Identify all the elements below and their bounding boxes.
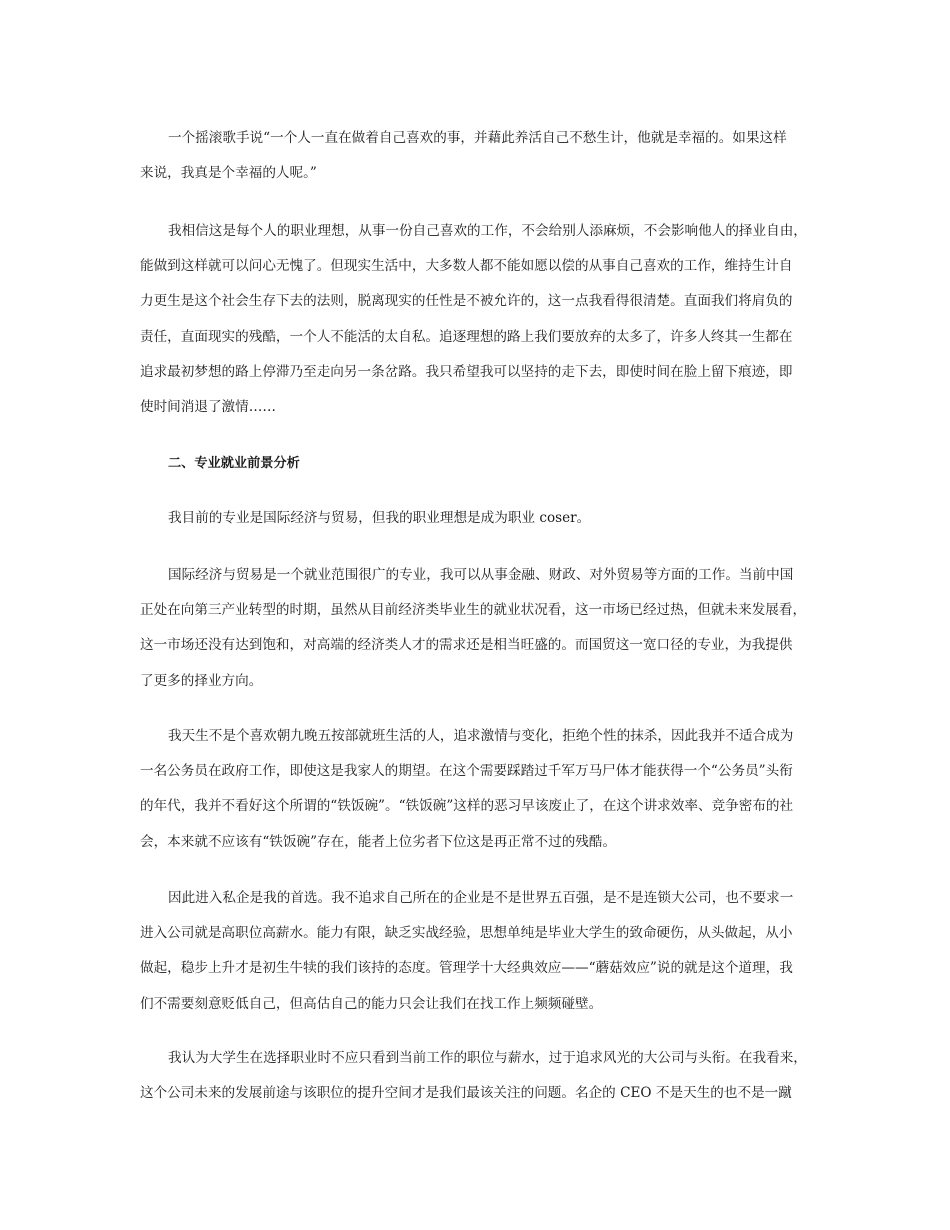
- text-line: 能做到这样就可以问心无愧了。但现实生活中，大多数人都不能如愿以偿的从事自己喜欢的工作，维持生计自: [140, 258, 793, 275]
- text-line: 因此进入私企是我的首选。我不追求自己所在的企业是不是世界五百强，是不是连锁大公司，也不要求一: [168, 890, 794, 906]
- paragraph-5: [140, 719, 820, 860]
- text-line: 做起，稳步上升才是初生牛犊的我们该持的态度。管理学十大经典效应——“蘑菇效应”说的就是这个道理，我: [140, 960, 793, 977]
- text-line: 我认为大学生在选择职业时不应只看到当前工作的职位与薪水，过于追求风光的大公司与头衔。在我看来，: [168, 1050, 807, 1066]
- text-line: 我天生不是个喜欢朝九晚五按部就班生活的人，追求激情与变化，拒绝个性的抹杀，因此我并不适合成为: [168, 728, 794, 744]
- section-heading: 二、专业就业前景分析: [168, 456, 300, 471]
- text-line: 这一市场还没有达到饱和，对高端的经济类人才的需求还是相当旺盛的。而国贸这一宽口径的专业，为我提供: [140, 637, 793, 654]
- text-line: 一名公务员在政府工作，即使这是我家人的期望。在这个需要踩踏过千军万马尸体才能获得一个“公务员”头衔: [140, 763, 793, 780]
- paragraph-2: [140, 214, 820, 425]
- text-line: 追求最初梦想的路上停滞乃至走向另一条岔路。我只希望我可以坚持的走下去，即使时间在脸上留下痕迹，即: [140, 363, 793, 380]
- text-line: 进入公司就是高职位高薪水。能力有限，缺乏实战经验，思想单纯是毕业大学生的致命硬伤，从头做起，从小: [140, 925, 793, 942]
- text-line: 的年代，我并不看好这个所谓的“铁饭碗”。“铁饭碗”这样的恶习早该废止了，在这个讲求效率、竞争密布的社: [140, 798, 794, 815]
- text-line: 我目前的专业是国际经济与贸易，但我的职业理想是成为职业 coser。: [168, 510, 591, 526]
- text-line: 力更生是这个社会生存下去的法则，脱离现实的任性是不被允许的，这一点我看得很清楚。直面我们将肩负的: [140, 293, 793, 310]
- text-line: 我相信这是每个人的职业理想，从事一份自己喜欢的工作，不会给别人添麻烦，不会影响他人的择业自由，: [168, 223, 807, 239]
- text-line: 来说，我真是个幸福的人呢。”: [140, 165, 317, 182]
- text-line: 使时间消退了激情……: [140, 398, 276, 415]
- text-line: 责任，直面现实的残酷，一个人不能活的太自私。追逐理想的路上我们要放弃的太多了，许多人终其一生都在: [140, 328, 793, 345]
- text-line: 们不需要刻意贬低自己，但高估自己的能力只会让我们在找工作上频频碰壁。: [140, 995, 603, 1012]
- paragraph-7: [140, 1041, 820, 1111]
- text-line: 一个摇滚歌手说“一个人一直在做着自己喜欢的事，并藉此养活自己不愁生计，他就是幸福的。如果这样: [168, 130, 787, 146]
- text-line: 正处在向第三产业转型的时期，虽然从目前经济类毕业生的就业状况看，这一市场已经过热，但就未来发展看，: [140, 602, 807, 619]
- paragraph-4: [140, 558, 820, 699]
- paragraph-3: [140, 501, 820, 536]
- text-line: 国际经济与贸易是一个就业范围很广的专业，我可以从事金融、财政、对外贸易等方面的工作。当前中国: [168, 567, 794, 583]
- paragraph-1: [140, 121, 820, 191]
- text-line: 了更多的择业方向。: [140, 672, 263, 689]
- text-line: 会，本来就不应该有“铁饭碗”存在，能者上位劣者下位这是再正常不过的残酷。: [140, 833, 617, 850]
- paragraph-6: [140, 881, 820, 1022]
- section-heading-block: [140, 446, 820, 481]
- text-line: 这个公司未来的发展前途与该职位的提升空间才是我们最该关注的问题。名企的 CEO 不是天生的也不是一蹴: [140, 1085, 792, 1102]
